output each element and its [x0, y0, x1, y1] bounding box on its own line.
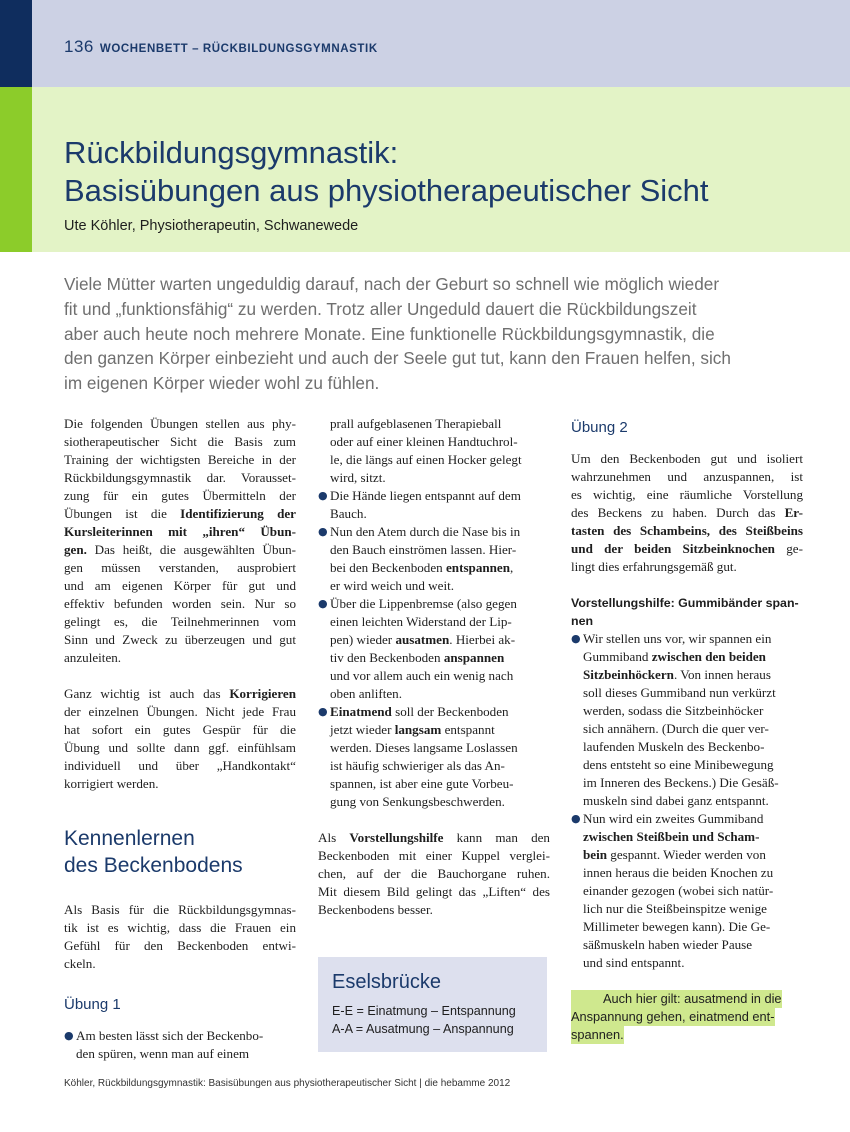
list-item — [318, 595, 550, 703]
text-line: der einzelnen Übungen. Nicht jede Frau — [64, 704, 296, 719]
text-line: le, die längs auf einen Hocker gelegt — [330, 452, 522, 467]
bold-run: tasten des Schambeins, des Steißbeins — [571, 523, 803, 538]
text-line — [571, 990, 803, 1008]
text-line: ist häufig schwieriger als das An- — [330, 758, 505, 773]
page-number: 136 — [64, 37, 94, 56]
text-line: Bauch. — [330, 506, 367, 521]
text-line: Beckenbodens besser. — [318, 902, 433, 917]
intro-paragraph — [64, 415, 296, 667]
text-line: und sind entspannt. — [583, 955, 685, 970]
section-name: WOCHENBETT – RÜCKBILDUNGSGYMNASTIK — [99, 43, 378, 55]
highlighted-text: Auch hier gilt: ausatmend in die — [571, 990, 782, 1008]
text-line — [64, 541, 296, 559]
text-line — [583, 846, 803, 864]
text-line: gung von Senkungsbeschwerden. — [330, 794, 505, 809]
exercise-2-list — [571, 630, 803, 972]
title-line: Rückbildungsgymnastik: — [64, 135, 399, 170]
text-line: Am besten lässt sich der Beckenbo- — [76, 1028, 264, 1043]
bold-run: Sitzbeinhöckern — [583, 667, 674, 682]
list-item — [571, 810, 803, 972]
heading-line: Vorstellungshilfe: Gummibänder span- — [571, 596, 799, 610]
text-line: Training der wichtigsten Bereiche in der — [64, 452, 296, 467]
text-run: . Hierbei ak- — [449, 632, 516, 647]
exercise-2-heading: Übung 2 — [571, 419, 628, 436]
text-run: Das heißt, die ausgewählten Übun- — [86, 542, 296, 557]
text-line: Gefühl für den Beckenboden entwi- — [64, 938, 296, 953]
text-run: tiv den Beckenboden — [330, 650, 444, 665]
imagery-paragraph — [318, 829, 550, 919]
column-3 — [571, 415, 803, 1044]
lead-line: den ganzen Körper einbezieht und auch der Seele gut tut, kann den Frauen helfen, sich — [64, 348, 731, 369]
text-line: oben anliften. — [330, 686, 402, 701]
text-line: Rückbildungsgymnastik dar. Vorausset- — [64, 470, 296, 485]
text-line: dens entsteht so eine Minibewegung — [583, 757, 774, 772]
text-run: Ganz wichtig ist auch das — [64, 686, 230, 701]
text-line — [571, 540, 803, 558]
bold-run: und der beiden Sitzbeinknochen — [571, 541, 775, 556]
text-line: korrigiert werden. — [64, 776, 159, 791]
bold-run: Kursleiterinnen mit „ihren“ Übun- — [64, 524, 296, 539]
text-line — [330, 631, 550, 649]
text-run: des Beckens zu haben. Durch das — [571, 505, 785, 520]
text-run: pen) wieder — [330, 632, 396, 647]
text-line: Die folgenden Übungen stellen aus phy- — [64, 416, 296, 431]
text-line — [571, 1026, 803, 1044]
text-run: gespannt. Wieder werden von — [607, 847, 766, 862]
heading-line: nen — [571, 614, 594, 628]
text-line: Als Basis für die Rückbildungsgymnas- — [64, 902, 296, 917]
section-heading — [64, 825, 296, 879]
text-line: Über die Lippenbremse (also gegen — [330, 596, 517, 611]
text-line: Sinn und Zweck zu überzeugen und gut — [64, 632, 296, 647]
text-line — [64, 523, 296, 541]
bullet-icon: ● — [318, 489, 328, 502]
bold-run: Er- — [784, 505, 803, 520]
lead-line: aber auch heute noch mehrere Monate. Eine funktionelle Rückbildungsgymnastik, die — [64, 323, 715, 344]
text-run: , — [510, 560, 514, 575]
text-run: ge- — [774, 541, 803, 556]
mnemonic-box — [318, 957, 547, 1052]
text-line: chen, auf der die Bauchorgane ruhen. — [318, 866, 550, 881]
text-line: und am eigenen Körper für gut und — [64, 578, 296, 593]
text-line — [571, 1008, 803, 1026]
text-line — [330, 559, 550, 577]
text-line: wird, sitzt. — [330, 470, 386, 485]
exercise-1-list — [64, 1027, 296, 1063]
bold-run: Korrigieren — [229, 686, 296, 701]
author-line: Ute Köhler, Physiotherapeutin, Schwanewede — [64, 218, 359, 234]
list-item — [571, 630, 803, 810]
bullet-icon: ● — [318, 705, 328, 718]
mnemonic-line: E-E = Einatmung – Entspannung — [332, 1004, 516, 1018]
bullet-icon: ● — [571, 812, 581, 825]
bold-run: bein — [583, 847, 608, 862]
imagery-subheading — [571, 594, 803, 630]
text-line: anzuleiten. — [64, 650, 122, 665]
bold-run: Vorstellungshilfe — [349, 830, 444, 845]
bullet-icon: ● — [318, 597, 328, 610]
text-line: muskeln sind dabei ganz entspannt. — [583, 793, 769, 808]
text-line: Beckenboden mit einer Kuppel verglei- — [318, 848, 550, 863]
bold-run: gen. — [64, 542, 87, 557]
lead-line: Viele Mütter warten ungeduldig darauf, nach der Geburt so schnell wie möglich wieder — [64, 274, 720, 294]
lead-line: fit und „funktionsfähig“ zu werden. Trotz aller Ungeduld dauert die Rückbildungszeit — [64, 298, 697, 319]
text-line — [583, 666, 803, 684]
text-line: im Inneren des Beckens.) Die Gesäß- — [583, 775, 779, 790]
mnemonic-line: A-A = Ausatmung – Anspannung — [332, 1022, 514, 1036]
bold-run: zwischen Steißbein und Scham- — [583, 829, 760, 844]
text-run: kann man den — [443, 830, 550, 845]
text-line — [64, 505, 296, 523]
bold-run: entspannen — [445, 560, 511, 575]
text-line: effektiv befunden worden sein. Nur so — [64, 596, 296, 611]
text-line: spannen, ist aber eine gute Vorbeu- — [330, 776, 514, 791]
highlighted-text: Anspannung gehen, einatmend ent- — [571, 1009, 775, 1024]
text-line: säßmuskeln haben wieder Pause — [583, 937, 753, 952]
text-line: Nun den Atem durch die Nase bis in — [330, 524, 521, 539]
mnemonic-title: Eselsbrücke — [332, 971, 441, 993]
bold-run: Einatmend — [330, 704, 392, 719]
column-2 — [318, 415, 550, 1052]
text-line: Mit diesem Bild gelingt das „Liften“ des — [318, 884, 550, 899]
text-line: es wichtig, eine räumliche Vorstellung — [571, 487, 803, 502]
text-line: zung für ein gutes Übermitteln der — [64, 488, 296, 503]
correction-paragraph — [64, 685, 296, 793]
text-line — [330, 721, 550, 739]
text-line: Nun wird ein zweites Gummiband — [583, 811, 764, 826]
text-run: jetzt wieder — [330, 722, 395, 737]
exercise-2-paragraph — [571, 450, 803, 576]
text-line: laufenden Muskeln des Beckenbo- — [583, 739, 765, 754]
list-item — [318, 523, 550, 595]
article-title — [64, 134, 824, 210]
bold-run: Identifizierung der — [180, 506, 296, 521]
text-line: Millimeter bewegen kann). Die Ge- — [583, 919, 771, 934]
text-line: sich annähern. (Durch die quer ver- — [583, 721, 769, 736]
text-line: prall aufgeblasenen Therapieball — [330, 416, 502, 431]
text-line: gen müssen verstanden, ausprobiert — [64, 560, 296, 575]
text-line: oder auf einer kleinen Handtuchrol- — [330, 434, 518, 449]
text-run: soll der Beckenboden — [391, 704, 509, 719]
text-line: innen heraus die beiden Knochen zu — [583, 865, 774, 880]
header-accent-bar — [0, 0, 32, 87]
bold-run: ausatmen — [395, 632, 450, 647]
list-item — [64, 1027, 296, 1063]
column-1 — [64, 415, 296, 1063]
bold-run: zwischen den beiden — [651, 649, 766, 664]
running-head — [64, 37, 378, 57]
text-line: wahrzunehmen und anzuspannen, ist — [571, 469, 803, 484]
text-line — [318, 829, 550, 847]
bullet-icon: ● — [318, 525, 328, 538]
list-item — [318, 487, 550, 523]
text-line: lingt dies erfahrungsgemäß gut. — [571, 559, 737, 574]
exercise-1-list-continued — [318, 487, 550, 811]
text-line: Die Hände liegen entspannt auf dem — [330, 488, 521, 503]
heading-line: Kennenlernen — [64, 827, 195, 850]
bold-run: langsam — [394, 722, 442, 737]
list-continuation — [318, 415, 550, 487]
text-line: er wird weich und weit. — [330, 578, 454, 593]
bold-run: anspannen — [443, 650, 505, 665]
page-footer: Köhler, Rückbildungsgymnastik: Basisübungen aus physiotherapeutischer Sicht | die hebamme 2012 — [64, 1078, 511, 1089]
text-line — [583, 828, 803, 846]
text-line: soll dieses Gummiband nun verkürzt — [583, 685, 776, 700]
text-line — [64, 685, 296, 703]
text-line: tik ist es wichtig, dass die Frauen ein — [64, 920, 296, 935]
text-line: Übung und sollte dann ggf. einfühlsam — [64, 740, 296, 755]
title-line: Basisübungen aus physiotherapeutischer Sicht — [64, 173, 709, 208]
bullet-icon: ● — [64, 1029, 74, 1042]
title-accent-bar — [0, 87, 32, 252]
text-line — [330, 703, 550, 721]
text-line: lich nur die Steißbeinspitze wenige — [583, 901, 767, 916]
text-line: werden, sodass die Sitzbeinhöcker — [583, 703, 764, 718]
text-line: einander gezogen (wobei sich natür- — [583, 883, 774, 898]
text-line: ckeln. — [64, 956, 96, 971]
list-item — [318, 703, 550, 811]
text-run: . Von innen heraus — [673, 667, 771, 682]
text-line — [330, 649, 550, 667]
lead-line: im eigenen Körper wieder wohl zu fühlen. — [64, 373, 380, 394]
basis-paragraph — [64, 901, 296, 973]
text-line: siotherapeutischer Sicht die Basis zum — [64, 434, 296, 449]
text-run: entspannt — [441, 722, 495, 737]
text-line: hat sofort ein gutes Gespür für die — [64, 722, 296, 737]
lead-paragraph — [64, 272, 824, 396]
text-line: gelingt es, die Teilnehmerinnen vom — [64, 614, 296, 629]
bullet-icon: ● — [571, 632, 581, 645]
text-line: den spüren, wenn man auf einem — [76, 1046, 250, 1061]
text-line — [583, 648, 803, 666]
highlight-note — [571, 990, 803, 1044]
text-run: Gummiband — [583, 649, 652, 664]
text-line — [571, 504, 803, 522]
text-run: Übungen ist die — [64, 506, 181, 521]
text-line — [571, 522, 803, 540]
text-line: Wir stellen uns vor, wir spannen ein — [583, 631, 772, 646]
text-line: individuell und über „Handkontakt“ — [64, 758, 296, 773]
heading-line: des Beckenbodens — [64, 854, 243, 877]
text-line: einen leichten Widerstand der Lip- — [330, 614, 512, 629]
text-line: werden. Dieses langsame Loslassen — [330, 740, 518, 755]
exercise-1-heading: Übung 1 — [64, 996, 121, 1013]
text-run: bei den Beckenboden — [330, 560, 446, 575]
text-line: und vor allem auch ein wenig nach — [330, 668, 514, 683]
text-run: Als — [318, 830, 350, 845]
text-line: Um den Beckenboden gut und isoliert — [571, 451, 803, 466]
highlighted-text: spannen. — [571, 1027, 624, 1042]
text-line: den Bauch einströmen lassen. Hier- — [330, 542, 517, 557]
